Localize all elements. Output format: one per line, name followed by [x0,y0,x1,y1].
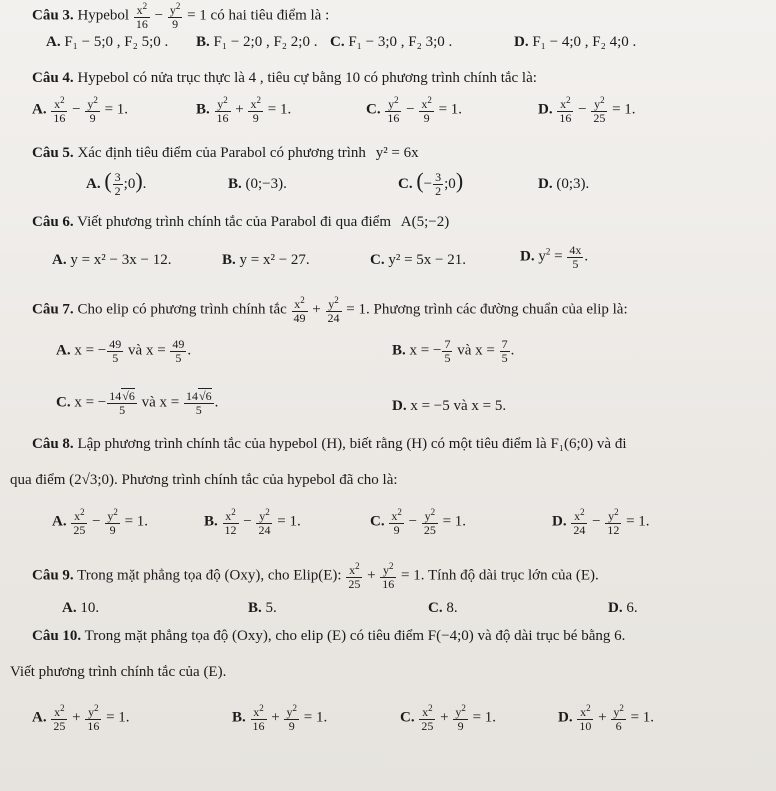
q6-option-c[interactable]: C. y² = 5x − 21. [370,252,467,268]
q10-option-c[interactable]: C. $\frac{x^2}{25}$ + $\frac{y^2}{9}$ = 1. [400,703,497,733]
q6-option-b[interactable]: B. y = x² − 27. [222,252,310,268]
q8-option-c[interactable]: C. $\frac{x^2}{9}$ − $\frac{y^2}{25}$ = 1. [370,507,467,537]
q8-option-a[interactable]: A. $\frac{x^2}{25}$ − $\frac{y^2}{9}$ = 1. [52,507,149,537]
q5-stem: Câu 5. Xác định tiêu điểm của Parabol có phương trình y² = 6x [32,145,419,161]
q7-option-c[interactable]: C. x = − $\frac{14√6}{5}$ và x = $\frac{14√6}{5}$ . [56,389,219,417]
q10-option-a[interactable]: A. $\frac{x^2}{25}$ + $\frac{y^2}{16}$ = 1. [32,703,130,733]
q5-option-b[interactable]: B. (0;−3). [228,176,287,192]
q5-option-c[interactable]: C. (− $\frac{3}{2}$ ;0) [398,168,464,199]
q8-option-d[interactable]: D. $\frac{x^2}{24}$ − $\frac{y^2}{12}$ = 1. [552,507,650,537]
q7-option-d[interactable]: D. x = −5 và x = 5. [392,398,507,414]
q9-option-c[interactable]: C. 8. [428,600,458,616]
q3-option-d[interactable]: D. F₁ − 4;0 , F₂ 4;0 . [514,34,637,50]
q4-option-b[interactable]: B. $\frac{y^2}{16}$ + $\frac{x^2}{9}$ = 1. [196,95,292,125]
q7-stem: Câu 7. Cho elip có phương trình chính tắc $\frac{x^2}{49}$ + $\frac{y^2}{24}$ = 1. Phương trình các đường chuẩn của elip là: [32,295,628,325]
q9-option-a[interactable]: A. 10. [62,600,100,616]
q3-option-a[interactable]: A. F₁ − 5;0 , F₂ 5;0 . [46,34,169,50]
q5-option-d[interactable]: D. (0;3). [538,176,590,192]
q3-stem: Câu 3. Hypebol $\frac{x^2}{16}$ − $\frac{y^2}{9}$ = 1 có hai tiêu điểm là : [32,1,330,31]
q8-stem-2: qua điểm (2√3;0). Phương trình chính tắc của hypebol đã cho là: [10,472,398,488]
q3-option-c[interactable]: C. F₁ − 3;0 , F₂ 3;0 . [330,34,453,50]
q3-option-b[interactable]: B. F₁ − 2;0 , F₂ 2;0 . [196,34,318,50]
q4-option-d[interactable]: D. $\frac{x^2}{16}$ − $\frac{y^2}{25}$ = 1. [538,95,636,125]
q5-option-a[interactable]: A. ( $\frac{3}{2}$ ;0). [86,168,147,199]
q8-option-b[interactable]: B. $\frac{x^2}{12}$ − $\frac{y^2}{24}$ = 1. [204,507,301,537]
q10-option-b[interactable]: B. $\frac{x^2}{16}$ + $\frac{y^2}{9}$ = 1. [232,703,328,733]
q7-option-b[interactable]: B. x = − $\frac{7}{5}$ và x = $\frac{7}{5}$ . [392,337,515,365]
q8-stem: Câu 8. Lập phương trình chính tắc của hypebol (H), biết rằng (H) có một tiêu điểm là F₁(6;0) và đi [32,436,627,452]
q10-stem: Câu 10. Trong mặt phẳng tọa độ (Oxy), cho elip (E) có tiêu điểm F(−4;0) và độ dài trục bé bằng 6. [32,628,626,644]
q9-option-b[interactable]: B. 5. [248,600,277,616]
q6-option-d[interactable]: D. $y^2$ = $\frac{4x}{5}$ . [520,243,589,271]
q10-option-d[interactable]: D. $\frac{x^2}{10}$ + $\frac{y^2}{6}$ = 1. [558,703,655,733]
q6-stem: Câu 6. Viết phương trình chính tắc của Parabol đi qua điểm A(5;−2) [32,214,450,230]
q4-option-a[interactable]: A. $\frac{x^2}{16}$ − $\frac{y^2}{9}$ = 1. [32,95,129,125]
q9-stem: Câu 9. Trong mặt phẳng tọa độ (Oxy), cho Elip(E): $\frac{x^2}{25}$ + $\frac{y^2}{16}$ = 1. Tính độ dài trục lớn của (E). [32,561,599,591]
q4-stem: Câu 4. Hypebol có nửa trục thực là 4 , tiêu cự bằng 10 có phương trình chính tắc là: [32,70,537,86]
q9-option-d[interactable]: D. 6. [608,600,638,616]
q6-option-a[interactable]: A. y = x² − 3x − 12. [52,252,172,268]
q10-stem-2: Viết phương trình chính tắc của (E). [10,664,227,680]
q4-option-c[interactable]: C. $\frac{y^2}{16}$ − $\frac{x^2}{9}$ = 1. [366,95,463,125]
q7-option-a[interactable]: A. x = − $\frac{49}{5}$ và x = $\frac{49}{5}$ . [56,337,192,365]
